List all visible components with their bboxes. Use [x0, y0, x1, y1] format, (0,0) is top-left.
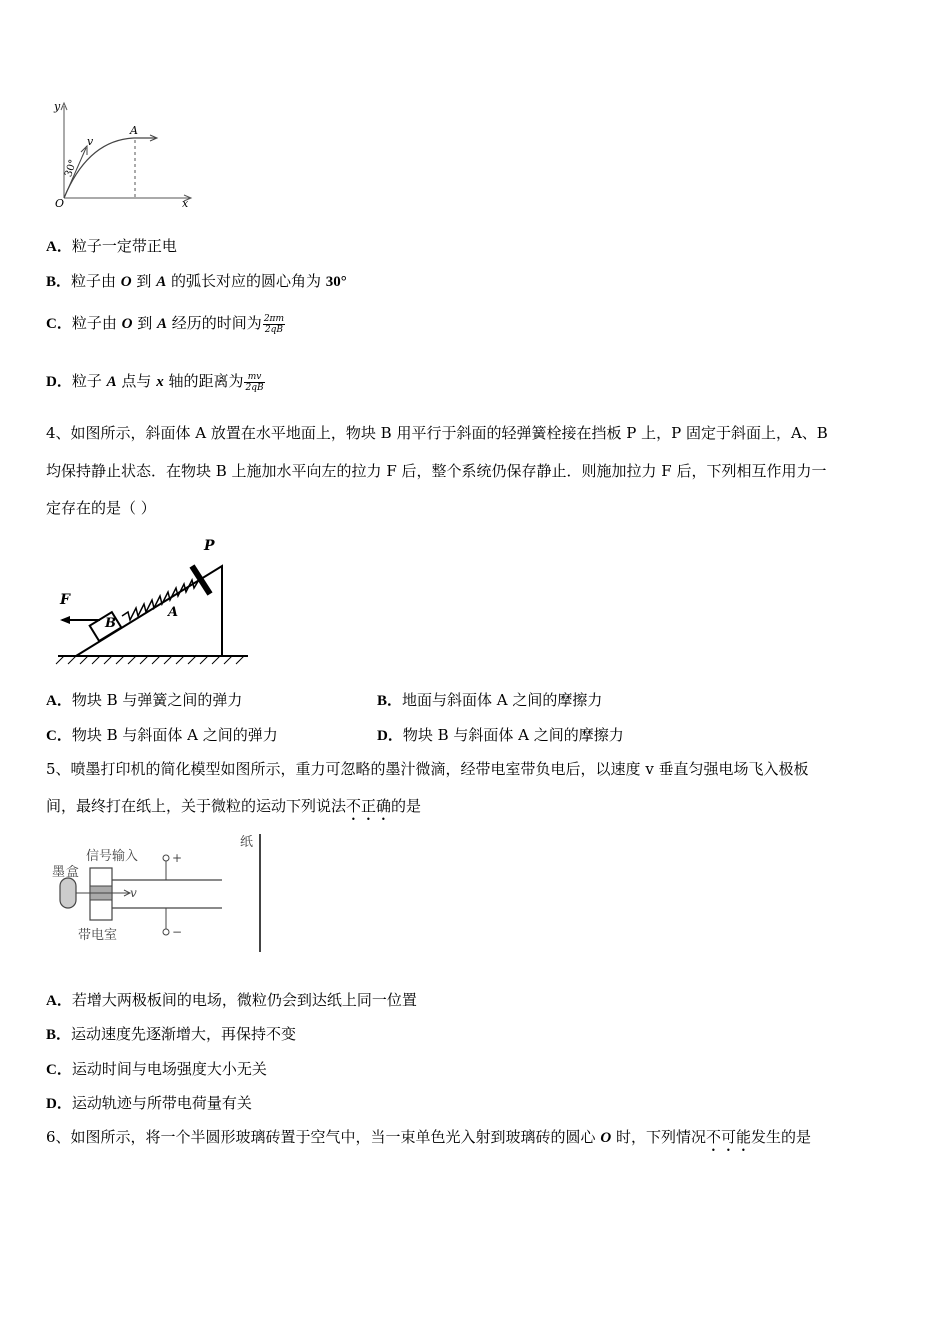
distance-fraction: $\frac{mv}{2qB}$	[245, 371, 264, 393]
q3-option-c: C．粒子由 O 到 A 经历的时间为 $\frac{2\pi m}{2qB}$	[46, 313, 284, 335]
plus-label: +	[172, 851, 183, 865]
q3-option-d: D．粒子 A 点与 x 轴的距离为 $\frac{mv}{2qB}$	[46, 371, 264, 393]
ink-box-label-1: 墨	[52, 865, 66, 880]
q4-option-b: B．地面与斜面体 A 之间的摩擦力	[377, 691, 603, 709]
inkjet-figure	[50, 830, 280, 956]
q5-option-a: A．若增大两极板间的电场，微粒仍会到达纸上同一位置	[46, 991, 417, 1009]
incline-figure	[50, 532, 260, 672]
velocity-label: v	[87, 135, 94, 148]
q4-stem-line-3: 定存在的是（ ）	[46, 499, 156, 517]
time-fraction: $\frac{2\pi m}{2qB}$	[263, 313, 284, 335]
q4-option-d: D．物块 B 与斜面体 A 之间的摩擦力	[377, 726, 624, 744]
label-p: P	[204, 538, 215, 554]
label-a: A	[168, 605, 179, 620]
label-f: F	[60, 592, 70, 608]
q3-option-b: B．粒子由 O 到 A 的弧长对应的圆心角为 30°	[46, 272, 347, 290]
ink-box-label-2: 盒	[66, 865, 80, 880]
q3-option-a: A．粒子一定带正电	[46, 237, 177, 255]
angle-label: 30°	[63, 158, 80, 179]
q5-stem-line-2: 间，最终打在纸上，关于微粒的运动下列说法不正确的是	[46, 797, 422, 815]
q4-option-a: A．物块 B 与弹簧之间的弹力	[46, 691, 243, 709]
q5-stem-line-1: 5、喷墨打印机的简化模型如图所示，重力可忽略的墨汁微滴，经带电室带负电后，以速度 v 垂直匀强电场飞入极板	[46, 760, 809, 778]
q4-option-c: C．物块 B 与斜面体 A 之间的弹力	[46, 726, 278, 744]
velocity-label: v	[130, 886, 137, 900]
q5-option-b: B．运动速度先逐渐增大，再保持不变	[46, 1025, 297, 1043]
charge-room-label: 带电室	[78, 928, 118, 943]
paper-label: 纸	[240, 835, 254, 850]
minus-label: −	[172, 925, 183, 939]
label-b: B	[105, 616, 116, 631]
point-a-label: A	[130, 124, 138, 137]
emphasis-impossible: 不可能	[705, 1128, 751, 1146]
origin-label: O	[55, 197, 65, 210]
signal-input-label: 信号输入	[86, 849, 139, 864]
trajectory-figure	[50, 98, 200, 210]
q6-stem-line-1: 6、如图所示，将一个半圆形玻璃砖置于空气中，当一束单色光入射到玻璃砖的圆心 O 时，下列情况不可能发生的是	[46, 1128, 811, 1146]
q5-option-d: D．运动轨迹与所带电荷量有关	[46, 1094, 252, 1112]
q5-option-c: C．运动时间与电场强度大小无关	[46, 1060, 267, 1078]
x-axis-label: x	[182, 197, 189, 210]
q4-stem-line-2: 均保持静止状态．在物块 B 上施加水平向左的拉力 F 后，整个系统仍保存静止．则施加拉力 F 后，下列相互作用力一	[46, 462, 827, 480]
q4-stem-line-1: 4、如图所示，斜面体 A 放置在水平地面上，物块 B 用平行于斜面的轻弹簧栓接在挡板 P 上，P 固定于斜面上，A、B	[46, 424, 828, 442]
y-axis-label: y	[54, 100, 61, 113]
emphasis-not-correct: 不正确	[346, 797, 392, 815]
